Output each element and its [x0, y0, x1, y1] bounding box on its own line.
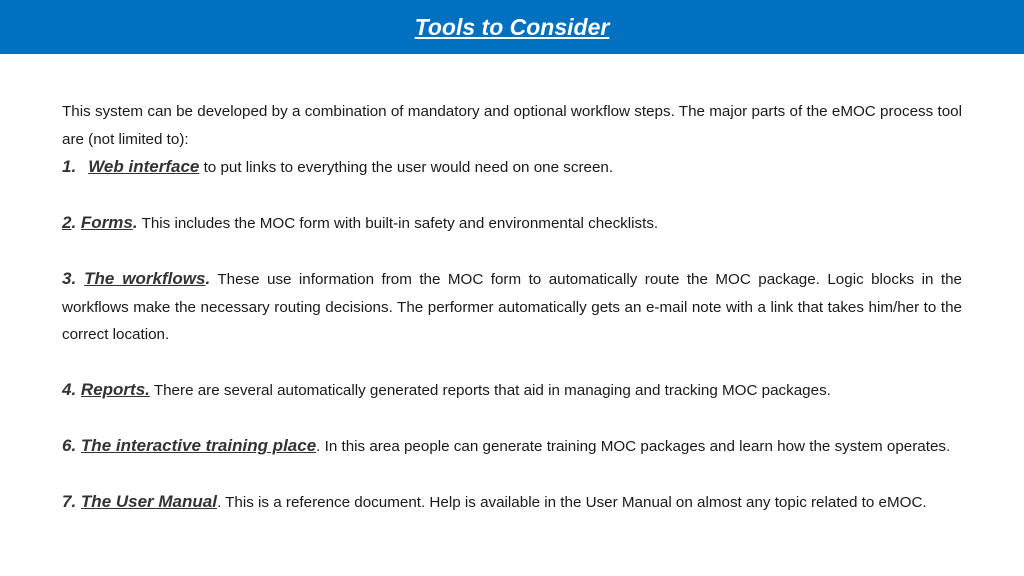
- item-text: This is a reference document. Help is available in the User Manual on almost any topic related to eMOC.: [221, 494, 927, 511]
- item-text: to put links to everything the user would need on one screen.: [199, 159, 614, 176]
- item-number: 2: [62, 213, 72, 232]
- item-punct: .: [132, 213, 138, 232]
- item-text: In this area people can generate training MOC packages and learn how the system operates.: [320, 438, 951, 455]
- item-title: Forms: [80, 213, 133, 232]
- page-title: Tools to Consider: [414, 14, 610, 40]
- list-item: [62, 153, 962, 182]
- list-item: [62, 376, 962, 405]
- item-title: The interactive training place: [80, 436, 317, 455]
- item-number: 1.: [62, 157, 77, 176]
- item-punct: .: [216, 494, 222, 511]
- item-number: 4.: [62, 380, 77, 399]
- list-item: 2. Forms. This includes the MOC form with built-in safety and environmental checklists.: [62, 213, 659, 232]
- item-text: There are several automatically generated reports that aid in managing and tracking MOC packages.: [149, 382, 831, 399]
- intro-paragraph: This system can be developed by a combination of mandatory and optional workflow steps. The major parts of the eMOC process tool are (not limited to):: [62, 103, 962, 148]
- list-item: [62, 265, 962, 349]
- item-text: These use information from the MOC form to automatically route the MOC package. Logic blocks in the workflows make the necessary routing decisions. The performer automatically gets an e-mail note with a link that takes him/her to the correct location.: [62, 271, 962, 343]
- item-punct: .: [316, 438, 321, 455]
- item-title: Reports.: [80, 380, 150, 399]
- item-number: 6.: [62, 436, 77, 455]
- item-punct: .: [205, 269, 211, 288]
- item-title: The User Manual: [80, 492, 217, 511]
- title-bar: [0, 0, 1024, 54]
- list-item: [62, 488, 962, 517]
- list-item: [62, 432, 962, 461]
- item-title: The workflows: [84, 269, 206, 288]
- item-number: 3.: [62, 269, 77, 288]
- item-text: This includes the MOC form with built-in safety and environmental checklists.: [137, 215, 659, 232]
- item-title: Web interface: [88, 157, 200, 176]
- item-number: 7.: [62, 492, 77, 511]
- content-body: [62, 98, 962, 517]
